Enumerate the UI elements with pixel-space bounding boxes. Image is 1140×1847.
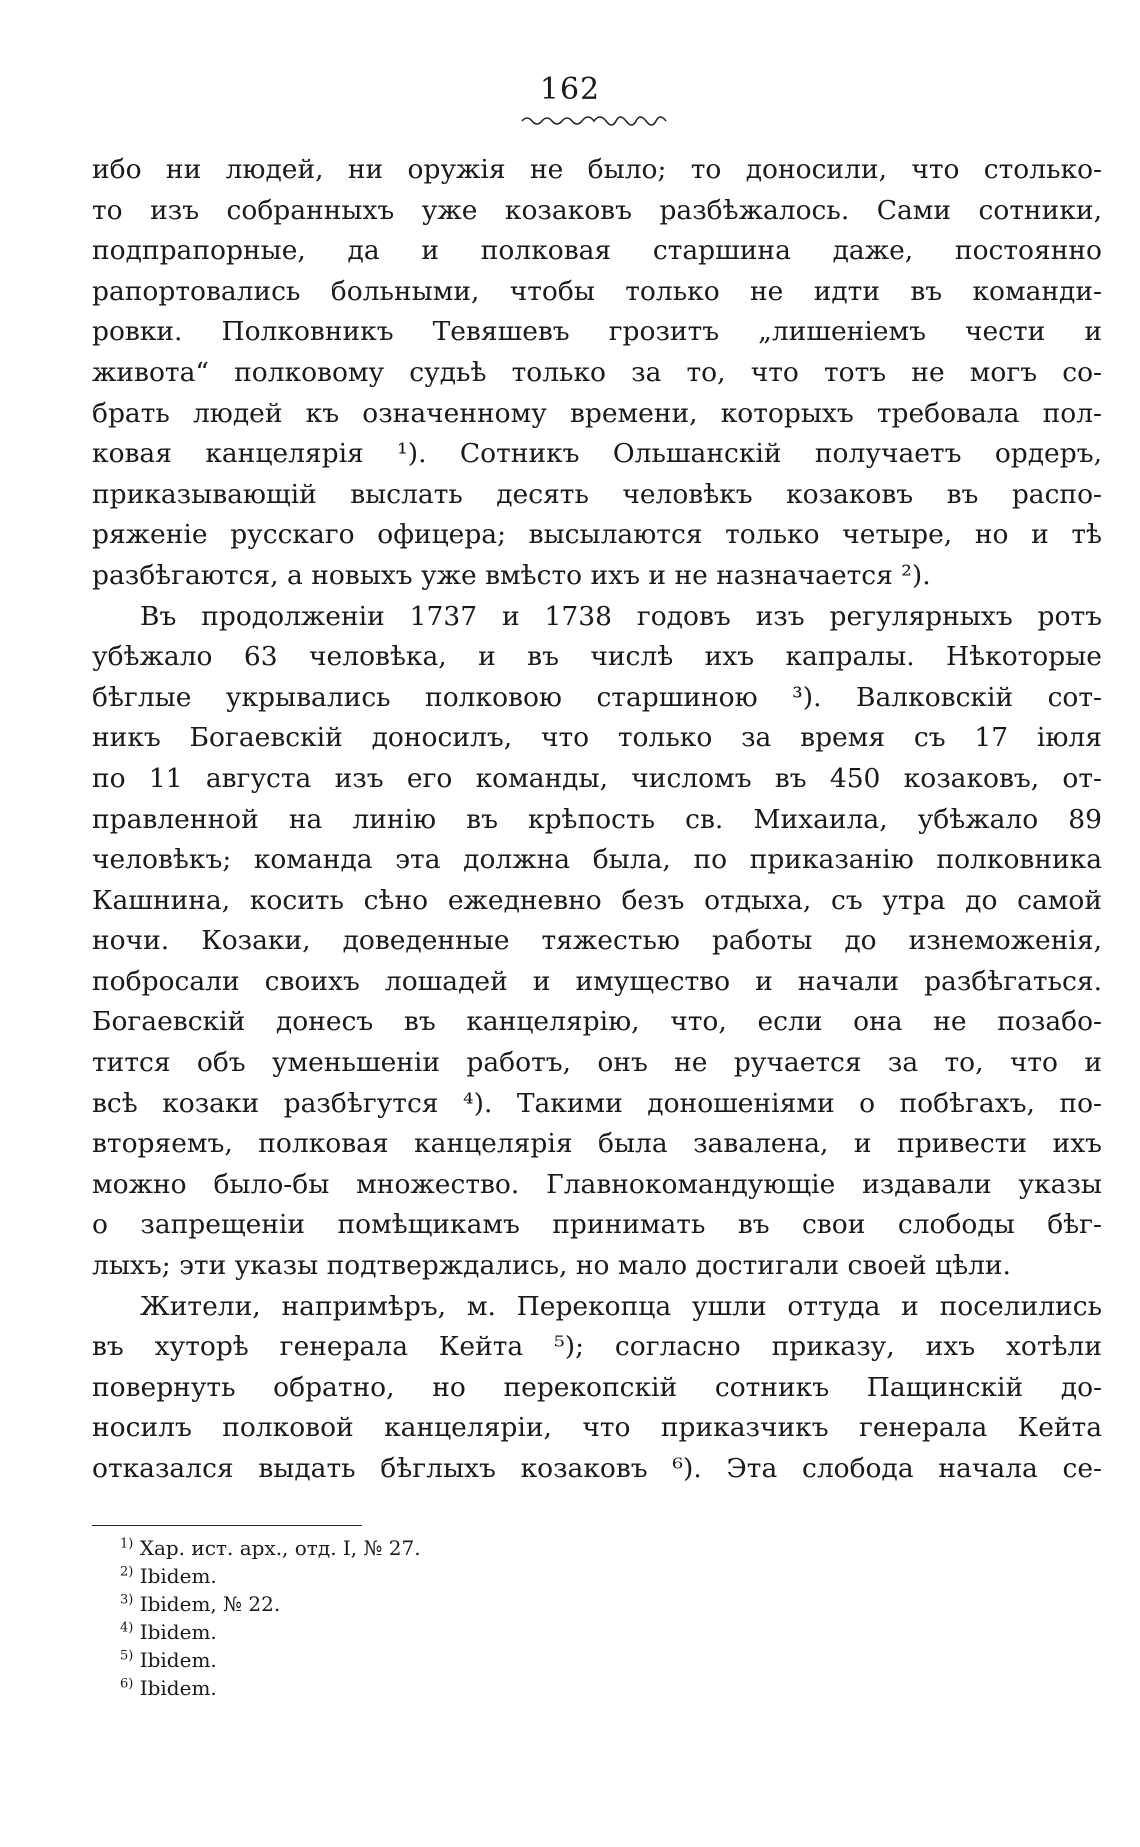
text-line: тится объ уменьшеніи работъ, онъ не ручается за то, что и xyxy=(92,1047,1102,1079)
footnote-item xyxy=(120,1562,421,1590)
footnote-mark: 5) xyxy=(120,1648,134,1664)
text-line: о запрещеніи помѣщикамъ принимать въ свои слободы бѣг- xyxy=(92,1209,1102,1241)
footnote-item xyxy=(120,1646,421,1674)
text-line: живота“ полковому судьѣ только за то, что тотъ не могъ со- xyxy=(92,356,1102,388)
text-line: убѣжало 63 человѣка, и въ числѣ ихъ капралы. Нѣкоторые xyxy=(92,641,1102,673)
text-line: рапортовались больными, чтобы только не идти въ команди- xyxy=(92,275,1102,307)
text-line: всѣ козаки разбѣгутся ⁴). Такими доношеніями о побѣгахъ, по- xyxy=(92,1087,1102,1119)
text-line: бѣглые укрывались полковою старшиною ³). Валковскій сот- xyxy=(92,681,1102,713)
text-line: ровки. Полковникъ Тевяшевъ грозитъ „лишеніемъ чести и xyxy=(92,316,1102,348)
footnote-mark: 6) xyxy=(120,1676,134,1692)
footnote-mark: 4) xyxy=(120,1620,134,1636)
text-line: Богаевскій донесъ въ канцелярію, что, если она не позабо- xyxy=(92,1006,1102,1038)
footnote-item xyxy=(120,1618,421,1646)
footnote-text: Хар. ист. арх., отд. I, № 27. xyxy=(133,1536,421,1560)
paragraph-2 xyxy=(92,597,1102,1287)
footnote-text: Ibidem. xyxy=(133,1620,217,1644)
footnote-item xyxy=(120,1534,421,1562)
text-line: Жители, напримѣръ, м. Перекопца ушли оттуда и поселились xyxy=(140,1290,1102,1322)
text-line: носилъ полковой канцеляріи, что приказчикъ генерала Кейта xyxy=(92,1412,1102,1444)
text-line: ночи. Козаки, доведенные тяжестью работы до изнеможенія, xyxy=(92,925,1102,957)
text-line: лыхъ; эти указы подтверждались, но мало достигали своей цѣли. xyxy=(92,1250,1011,1282)
footnote-text: Ibidem. xyxy=(133,1564,217,1588)
text-line: повернуть обратно, но перекопскій сотникъ Пащинскій до- xyxy=(92,1371,1102,1403)
text-line: разбѣгаются, а новыхъ уже вмѣсто ихъ и не назначается ²). xyxy=(92,559,931,591)
footnote-text: Ibidem. xyxy=(133,1676,217,1700)
text-line: ковая канцелярія ¹). Сотникъ Ольшанскій получаетъ ордеръ, xyxy=(92,438,1102,470)
footnote-mark: 2) xyxy=(120,1564,134,1580)
text-line: Кашнина, косить сѣно ежедневно безъ отдыха, съ утра до самой xyxy=(92,884,1102,916)
text-line: можно было-бы множество. Главнокомандующіе издавали указы xyxy=(92,1168,1102,1200)
text-line: приказывающій выслать десять человѣкъ козаковъ въ распо- xyxy=(92,478,1102,510)
wavy-ornament-icon xyxy=(520,112,680,128)
text-line: ибо ни людей, ни оружія не было; то доносили, что столько- xyxy=(92,154,1102,185)
paragraph-3 xyxy=(92,1287,1102,1490)
paragraph-1 xyxy=(92,150,1102,597)
text-line: ряженіе русскаго офицера; высылаются только четыре, но и тѣ xyxy=(92,519,1102,551)
footnotes xyxy=(120,1534,421,1702)
text-line: отказался выдать бѣглыхъ козаковъ ⁶). Эта слобода начала се- xyxy=(92,1453,1102,1484)
text-line: подпрапорные, да и полковая старшина даже, постоянно xyxy=(92,235,1102,267)
text-line: побросали своихъ лошадей и имущество и начали разбѣгаться. xyxy=(92,965,1102,997)
footnote-text: Ibidem. xyxy=(133,1648,217,1672)
text-line: Въ продолженіи 1737 и 1738 годовъ изъ регулярныхъ ротъ xyxy=(140,600,1102,632)
text-line: правленной на линію въ крѣпость св. Михаила, убѣжало 89 xyxy=(92,803,1102,835)
text-line: брать людей къ означенному времени, которыхъ требовала пол- xyxy=(92,397,1102,429)
text-line: въ хуторѣ генерала Кейта ⁵); согласно приказу, ихъ хотѣли xyxy=(92,1331,1102,1363)
text-line: по 11 августа изъ его команды, числомъ въ 450 козаковъ, от- xyxy=(92,762,1102,794)
footnote-mark: 3) xyxy=(120,1592,134,1608)
footnote-separator xyxy=(92,1525,362,1526)
footnote-text: Ibidem, № 22. xyxy=(133,1592,281,1616)
footnote-item xyxy=(120,1674,421,1702)
text-line: вторяемъ, полковая канцелярія была завалена, и привести ихъ xyxy=(92,1128,1102,1160)
page-number: 162 xyxy=(539,72,601,107)
main-text xyxy=(92,150,1102,1490)
footnote-item xyxy=(120,1590,421,1618)
text-line: человѣкъ; команда эта должна была, по приказанію полковника xyxy=(92,844,1102,876)
footnote-mark: 1) xyxy=(120,1536,134,1552)
text-line: то изъ собранныхъ уже козаковъ разбѣжалось. Сами сотники, xyxy=(92,194,1102,226)
text-line: никъ Богаевскій доносилъ, что только за время съ 17 іюля xyxy=(92,722,1102,754)
